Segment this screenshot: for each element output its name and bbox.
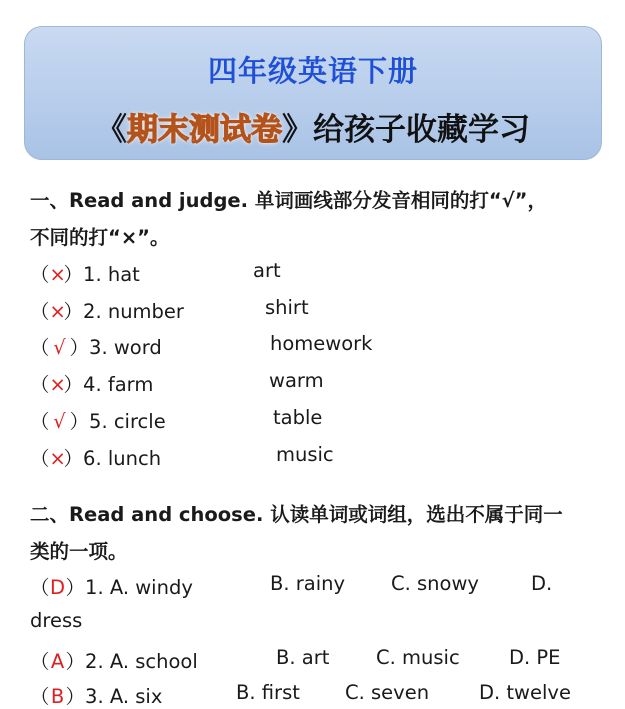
answer-mark: √ xyxy=(53,336,66,359)
item-word2: shirt xyxy=(265,296,309,319)
option-d: D. xyxy=(531,572,553,595)
answer-letter: B xyxy=(50,685,65,708)
open-paren: （ xyxy=(30,447,50,470)
option-a: A. school xyxy=(109,650,198,673)
section1-heading-line2: 不同的打“×”。 xyxy=(30,226,170,249)
choose-item xyxy=(30,572,193,600)
item-number: 3. xyxy=(85,685,104,708)
close-paren: ） xyxy=(63,373,84,396)
item-word1: 6. lunch xyxy=(83,447,162,470)
answer-mark: × xyxy=(49,373,66,396)
banner-subtitle xyxy=(25,104,601,149)
answer-mark: × xyxy=(49,447,66,470)
open-paren: （ xyxy=(30,263,50,286)
choose-item xyxy=(30,646,198,674)
open-paren: （ xyxy=(30,576,50,599)
item-word1: 4. farm xyxy=(83,373,154,396)
answer-mark: √ xyxy=(53,410,66,433)
close-paren: ） xyxy=(63,300,84,323)
close-paren: ） xyxy=(69,410,90,433)
answer-letter: A xyxy=(50,650,65,673)
option-a: A. windy xyxy=(109,576,193,599)
open-paren: （ xyxy=(30,685,50,708)
option-c: C. seven xyxy=(345,681,430,704)
item-word2: warm xyxy=(269,369,324,392)
open-paren: （ xyxy=(30,373,50,396)
close-paren: ） xyxy=(69,336,90,359)
option-b: B. art xyxy=(276,646,330,669)
item-number: 1. xyxy=(85,576,104,599)
open-paren: （ xyxy=(30,300,50,323)
answer-mark: × xyxy=(49,263,66,286)
subtitle-open-bracket: 《 xyxy=(96,112,127,148)
judge-item xyxy=(30,259,140,287)
item-word2: homework xyxy=(270,332,373,355)
judge-item xyxy=(30,296,184,324)
title-banner xyxy=(24,26,602,160)
close-paren: ） xyxy=(63,447,84,470)
close-paren: ） xyxy=(63,263,84,286)
option-d: D. twelve xyxy=(479,681,571,704)
banner-title: 四年级英语下册 xyxy=(207,54,418,88)
judge-item xyxy=(30,406,166,434)
subtitle-rest: 》给孩子收藏学习 xyxy=(282,112,530,148)
open-paren: （ xyxy=(30,410,50,433)
option-b: B. first xyxy=(236,681,300,704)
open-paren: （ xyxy=(30,650,50,673)
close-paren: ） xyxy=(65,650,86,673)
option-d: D. PE xyxy=(509,646,561,669)
option-c: C. music xyxy=(376,646,460,669)
option-d-wrapped: dress xyxy=(30,609,83,632)
item-word1: 1. hat xyxy=(83,263,140,286)
item-word1: 3. word xyxy=(89,336,162,359)
item-number: 2. xyxy=(85,650,104,673)
open-paren: （ xyxy=(30,336,50,359)
item-word2: art xyxy=(253,259,281,282)
option-c: C. snowy xyxy=(391,572,479,595)
judge-item xyxy=(30,443,161,471)
option-b: B. rainy xyxy=(270,572,346,595)
item-word2: music xyxy=(276,443,334,466)
choose-item xyxy=(30,681,162,709)
section2-heading-line1: 二、Read and choose. 认读单词或词组，选出不属于同一 xyxy=(30,503,563,526)
section1-heading-line1: 一、Read and judge. 单词画线部分发音相同的打“√”， xyxy=(30,189,547,212)
answer-letter: D xyxy=(50,576,66,599)
subtitle-highlight: 期末测试卷 xyxy=(127,112,282,148)
item-word2: table xyxy=(273,406,323,429)
answer-mark: × xyxy=(49,300,66,323)
section2-heading-line2: 类的一项。 xyxy=(30,540,128,563)
option-a: A. six xyxy=(109,685,163,708)
close-paren: ） xyxy=(65,685,86,708)
judge-item xyxy=(30,332,162,360)
judge-item xyxy=(30,369,153,397)
item-word1: 5. circle xyxy=(89,410,166,433)
close-paren: ） xyxy=(65,576,86,599)
item-word1: 2. number xyxy=(83,300,184,323)
